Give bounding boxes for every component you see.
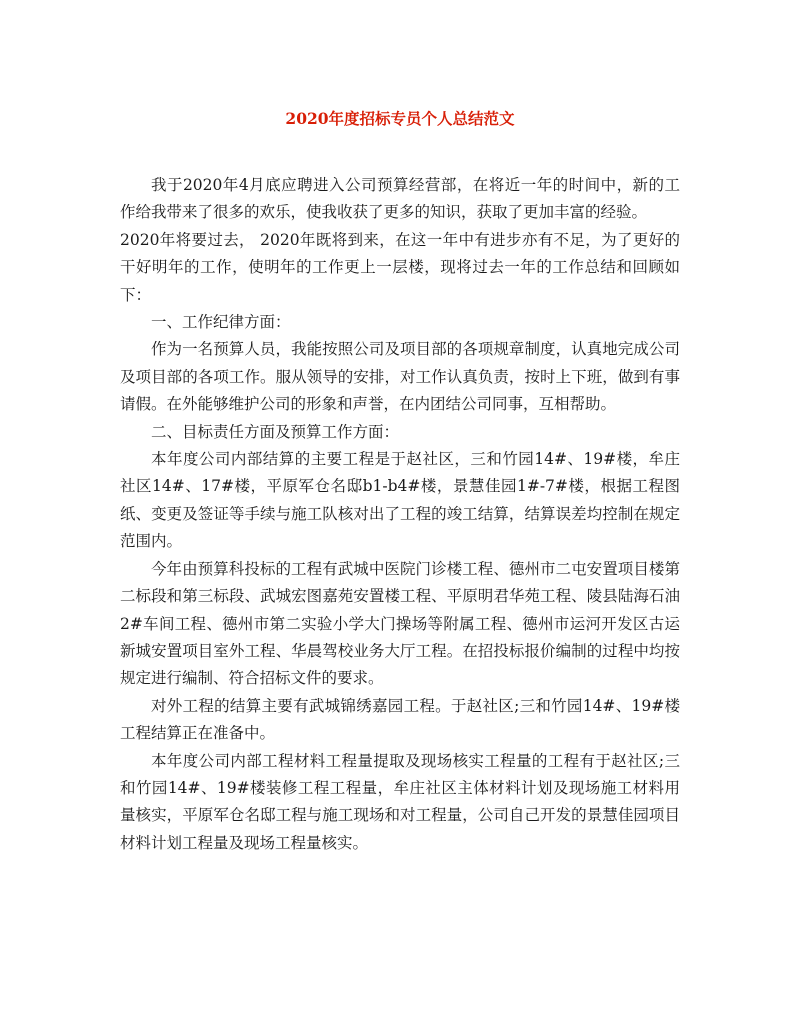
- document-title: 2020年度招标专员个人总结范文: [285, 109, 515, 128]
- paragraph-overview: 2020年将要过去， 2020年既将到来，在这一年中有进步亦有不足，为了更好的干好明年的工作，使明年的工作更上一层楼，现将过去一年的工作总结和回顾如下：: [120, 230, 680, 304]
- document-body: [120, 172, 680, 857]
- paragraph-external-settlement: 对外工程的结算主要有武城锦绣嘉园工程。于赵社区;三和竹园14#、19#楼工程结算正在准备中。: [120, 696, 680, 743]
- paragraph-material-quantities: 本年度公司内部工程材料工程量提取及现场核实工程量的工程有于赵社区;三和竹园14#、19#楼装修工程工程量，牟庄社区主体材料计划及现场施工材料用量核实，平原军仓名邸工程与施工现场和对工程量，公司自己开发的景慧佳园项目材料计划工程量及现场工程量核实。: [120, 751, 680, 852]
- section-heading-targets: 二、目标责任方面及预算工作方面：: [151, 422, 400, 441]
- paragraph-internal-settlement: 本年度公司内部结算的主要工程是于赵社区，三和竹园14#、19#楼，牟庄社区14#、17#楼，平原军仓名邸b1-b4#楼，景慧佳园1#-7#楼，根据工程图纸、变更及签证等手续与施工队核对出了工程的竣工结算，结算误差均控制在规定范围内。: [120, 450, 680, 551]
- paragraph-discipline: 作为一名预算人员，我能按照公司及项目部的各项规章制度，认真地完成公司及项目部的各项工作。服从领导的安排，对工作认真负责，按时上下班，做到有事请假。在外能够维护公司的形象和声誉，在内团结公司同事，互相帮助。: [120, 340, 680, 414]
- paragraph-bidding: 今年由预算科投标的工程有武城中医院门诊楼工程、德州市二屯安置项目楼第二标段和第三标段、武城宏图嘉苑安置楼工程、平原明君华苑工程、陵县陆海石油2#车间工程、德州市第二实验小学大门操场等附属工程、德州市运河开发区古运新城安置项目室外工程、华晨驾校业务大厅工程。在招投标报价编制的过程中均按规定进行编制、符合招标文件的要求。: [120, 559, 680, 688]
- paragraph-intro: 我于2020年4月底应聘进入公司预算经营部，在将近一年的时间中，新的工作给我带来了很多的欢乐，使我收获了更多的知识，获取了更加丰富的经验。: [120, 176, 680, 222]
- section-heading-discipline: 一、工作纪律方面：: [151, 313, 291, 332]
